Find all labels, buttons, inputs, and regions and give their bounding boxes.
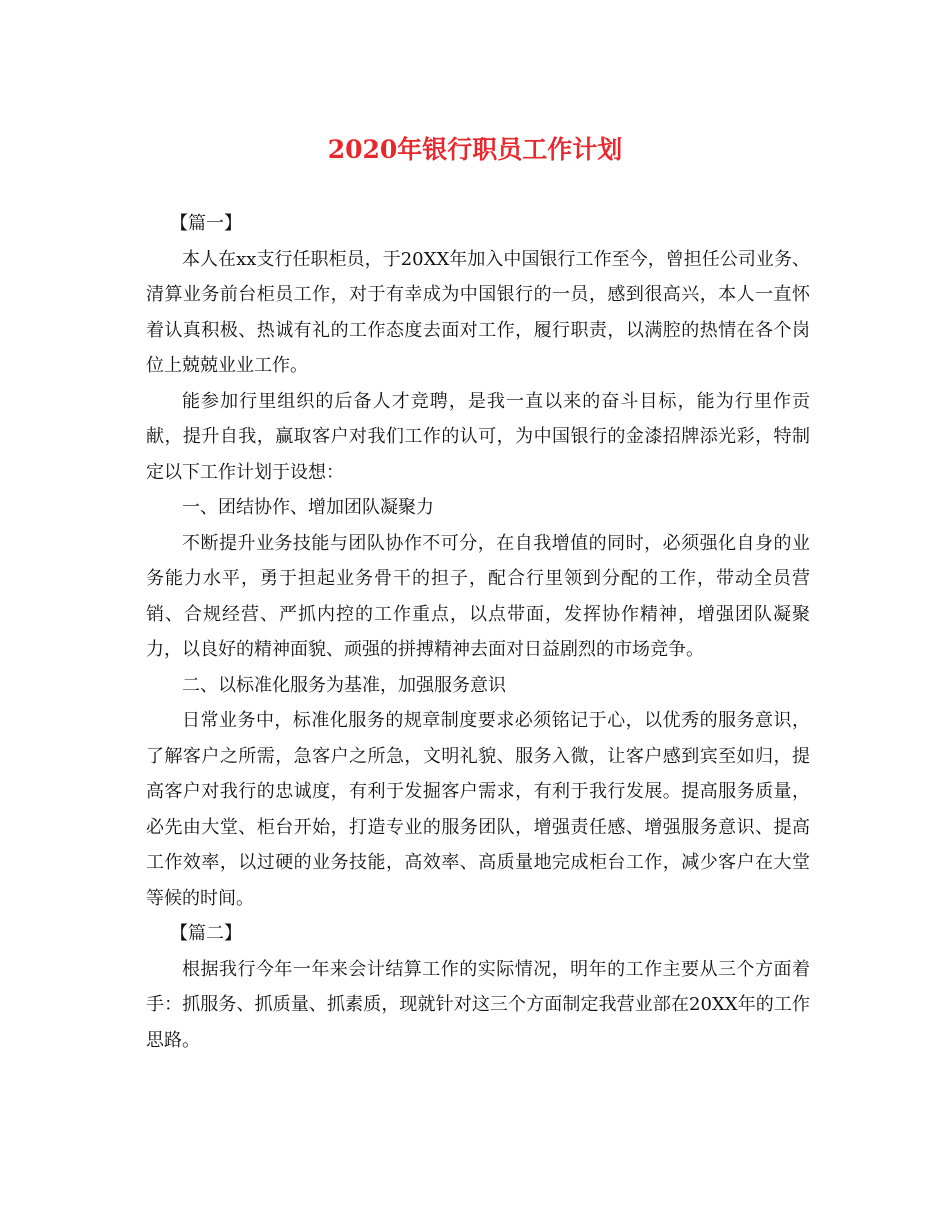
- subheading: 二、以标准化服务为基准，加强服务意识: [182, 674, 506, 696]
- paragraph: 日常业务中，标准化服务的规章制度要求必须铭记于心，以优秀的服务意识，了解客户之所需，急客户之所急，文明礼貌、服务入微，让客户感到宾至如归，提高客户对我行的忠诚度，有利于发掘客户需求，有利于我行发展。提高服务质量，必先由大堂、柜台开始，打造专业的服务团队，增强责任感、增强服务意识、提高工作效率，以过硬的业务技能，高效率、高质量地完成柜台工作，减少客户在大堂等候的时间。: [146, 710, 810, 909]
- subheading: 一、团结协作、增加团队凝聚力: [182, 497, 434, 518]
- paragraph: 根据我行今年一年来会计结算工作的实际情况，明年的工作主要从三个方面着手：抓服务、抓质量、抓素质，现就针对这三个方面制定我营业部在20XX年的工作思路。: [146, 958, 810, 1051]
- document-title: 2020年银行职员工作计划: [327, 135, 623, 164]
- section-heading-2: 【篇二】: [170, 923, 242, 944]
- paragraph: 能参加行里组织的后备人才竞聘，是我一直以来的奋斗目标，能为行里作贡献，提升自我，赢取客户对我们工作的认可，为中国银行的金漆招牌添光彩，特制定以下工作计划于设想：: [146, 390, 810, 483]
- paragraph: 不断提升业务技能与团队协作不可分，在自我增值的同时，必须强化自身的业务能力水平，勇于担起业务骨干的担子，配合行里领到分配的工作，带动全员营销、合规经营、严抓内控的工作重点，以点带面，发挥协作精神，增强团队凝聚力，以良好的精神面貌、顽强的拼搏精神去面对日益剧烈的市场竞争。: [146, 532, 810, 660]
- paragraph: 本人在xx支行任职柜员，于20XX年加入中国银行工作至今，曾担任公司业务、清算业务前台柜员工作，对于有幸成为中国银行的一员，感到很高兴，本人一直怀着认真积极、热诚有礼的工作态度去面对工作，履行职责，以满腔的热情在各个岗位上兢兢业业工作。: [146, 248, 810, 376]
- section-heading-1: 【篇一】: [170, 213, 242, 234]
- document-body: [146, 206, 810, 1058]
